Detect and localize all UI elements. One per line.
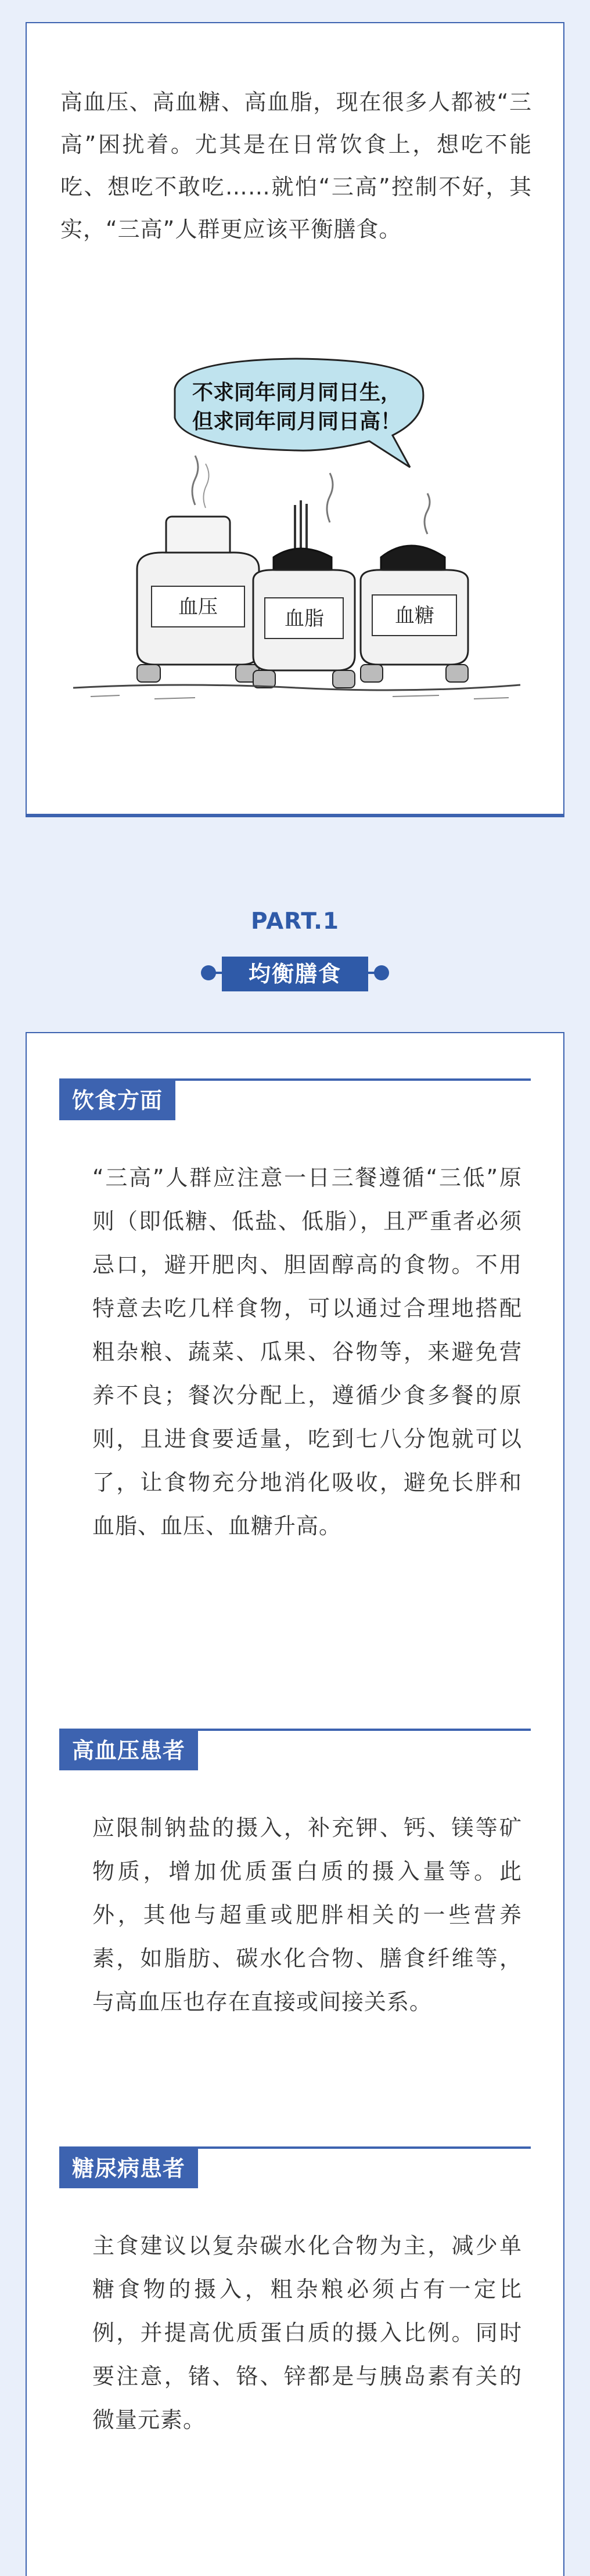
section-text-diet: “三高”人群应注意一日三餐遵循“三低”原则（即低糖、低盐、低脂），且严重者必须忌口，避开肥肉、胆固醇高的食物。不用特意去吃几样食物，可以通过合理地搭配粗杂粮、蔬菜、瓜果、谷物等，来避免营养不良；餐次分配上，遵循少食多餐的原则，且进食要适量，吃到七八分饱就可以了，让食物充分地消化吸收，避免长胖和血脂、血压、血糖升高。 <box>92 1165 522 1539</box>
ground-line <box>73 685 520 690</box>
bubble-text-line1: 不求同年同月同日生， <box>192 381 402 405</box>
svg-text:血糖: 血糖 <box>395 604 434 627</box>
bottle-blood-sugar <box>361 546 468 682</box>
intro-paragraph: 高血压、高血糖、高血脂，现在很多人都被“三高”困扰着。尤其是在日常饮食上，想吃不能吃、想吃不敢吃……就怕“三高”控制不好，其实，“三高”人群更应该平衡膳食。 <box>60 89 532 242</box>
part-title: 均衡膳食 <box>222 957 368 991</box>
section-tag-diabetes: 糖尿病患者 <box>59 2149 198 2188</box>
intro-card <box>26 22 564 817</box>
sections-card <box>26 1032 564 2576</box>
incense-sticks-icon <box>295 500 307 551</box>
steam-icon <box>203 464 208 508</box>
bottle-blood-lipids <box>253 549 355 688</box>
section-text-diabetes: 主食建议以复杂碳水化合物为主，减少单糖食物的摄入，粗杂粮必须占有一定比例，并提高优质蛋白质的摄入比例。同时要注意，锗、铬、锌都是与胰岛素有关的微量元素。 <box>92 2233 522 2433</box>
part-title-row <box>0 957 590 991</box>
steam-icon <box>192 456 198 505</box>
section-tag-diet: 饮食方面 <box>59 1081 175 1120</box>
section-tag-hypertension: 高血压患者 <box>59 1731 198 1770</box>
three-highs-illustration <box>67 348 526 755</box>
section-text-hypertension: 应限制钠盐的摄入，补充钾、钙、镁等矿物质，增加优质蛋白质的摄入量等。此外，其他与超重或肥胖相关的一些营养素，如脂肪、碳水化合物、膳食纤维等，与高血压也存在直接或间接关系。 <box>92 1815 522 2015</box>
steam-icon <box>327 473 333 522</box>
svg-text:血脂: 血脂 <box>285 607 324 630</box>
svg-text:血压: 血压 <box>178 596 218 619</box>
bubble-text-line2: 但求同年同月同日高！ <box>192 410 402 434</box>
steam-icon <box>424 493 430 534</box>
dot-right-icon <box>374 965 389 980</box>
bottle-blood-pressure <box>137 517 259 682</box>
dot-left-icon <box>201 965 216 980</box>
part-label: PART.1 <box>250 908 340 935</box>
